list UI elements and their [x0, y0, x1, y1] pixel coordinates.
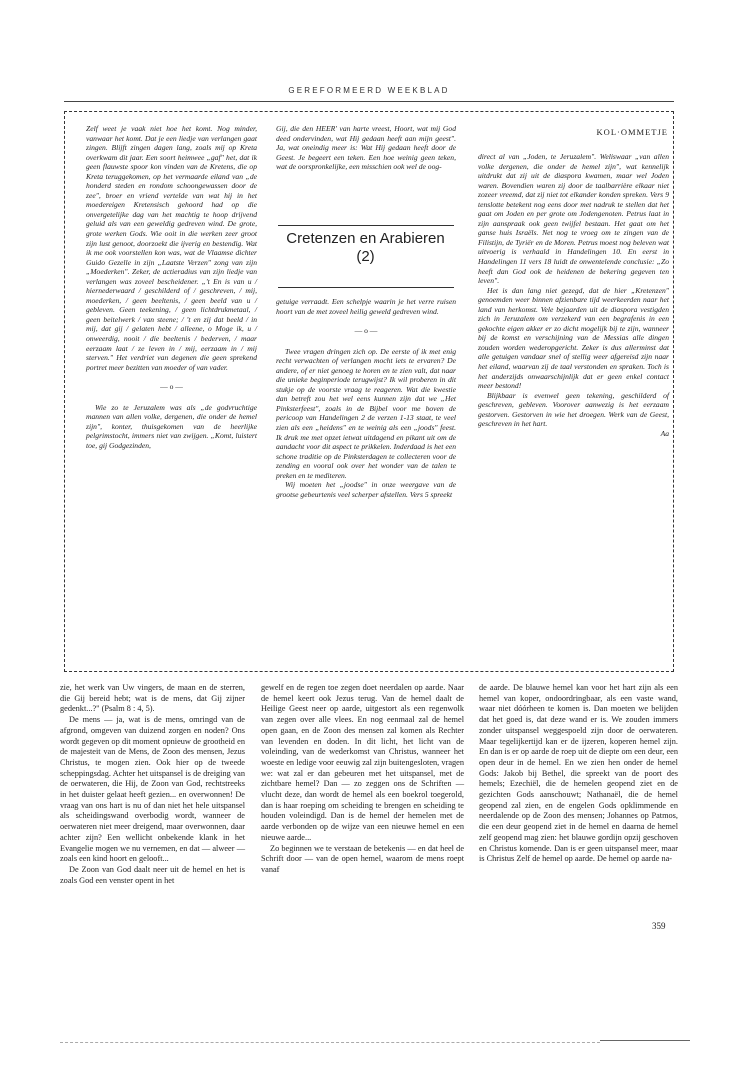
box-column-3: [478, 152, 669, 438]
paragraph: getuige verraadt. Een schelpje waarin je het verre ruisen hoort van de met zoveel heilig geweld gedreven wind.: [276, 297, 456, 316]
paragraph: gewelf en de regen toe zegen doet neerdalen op aarde. Naar de hemel keert ook Jezus terug. Van de hemel daalt de Heilige Geest neer op aarde, uitgestort als een regenwolk van zegen over alle vlees. En nog eenmaal zal de hemel open gaan, en de Zoon des mensen zal komen als Rechter van levenden en doden. In dit licht, het licht van de voleinding, van de wederkomst van Christus, wanneer het woeste en ledige voor eeuwig zal zijn buitengesloten, vragen we: wat zal er dan gebeuren met het uitspansel, met de zichtbare hemel? Dan — zo zeggen ons de Schriften — vlucht deze, dan wordt de hemel als een boekrol toegerold, dan is haar roeping om scheiding te brengen en scheiding te houden voleindigd. Dan is de hemel der hemelen met de aarde verbonden op de wijze van een nieuwe hemel en een nieuwe aarde...: [261, 683, 464, 842]
paragraph: Blijkbaar is evenwel geen tekening, geschilderd of geschreven, gebleven. Voorover aanwezig is het eerzaam gestorven. Gestorven in wie het droegen. Werk van de Geest, geschreven in het hart.: [478, 390, 669, 429]
paragraph: Zelf weet je vaak niet hoe het komt. Nog minder, vanwaar het komt. Dat je een liedje van verlangen gaat zingen. Blijft zingen dagen lang, zoals mij op Kreta overkwam dit jaar. Een soort heimwee „gaf" het, dat ik geen flauwste spoor kon vinden van de Kretens, die op Kreta teruggekomen, op het vermaarde eiland van „de honderd steden en rondom schoongewassen door de zee", broer en vriend vertelde van wat hij in het moedereigen Kretensisch gehoord had op die onvergetelijke dag van het machtig te hoop drijvend geluid als van een geweldig gedreven wind. De grote, grote werken Gods. Wie ooit in die werken zeer groot zijn lust genoot, doorzoekt die ijverig en bestendig. Wat ik me ook voorstellen kon was, wat de Vlaamse dichter Guido Gezelle in zijn „Laatste Verzen" zong van zijn „Moederken". Zeker, de actieradius van zijn liedje van verlangen was zoveel bescheidener. „'t En is van u / hiernederwaard / geschilderd of / geschreven, / mij, moederken, / geen beeltenis, / geen beeld van u / gebleven. Geen teekening, / geen lichtdrukmetaal, / geen beitelwerk / van steene; / 't en zij dat beeld / in mij, dat gij / gelaten hebt / alleene, o Moge ik, u / onweerdig, nooit / die beeltenis / bederven, / maar eerzaam laat / ze leven in / mij, eerzaam in / mij sterven." Het verdriet van degenen die geen sprekend portret meer bezitten van moeder of van vader.: [86, 124, 257, 372]
separator: — o —: [354, 326, 378, 336]
paragraph: de aarde. De blauwe hemel kan voor het hart zijn als een hemel van koper, ondoordringbaar, als een vaste wand, waar niet dóórheen te komen is. Dan moeten we belijden dat het goed is, dat deze wand er is. We zouden immers zonder uitspansel weggespoeld zijn door de oerwateren. Maar tegelijkertijd kan er de ijzeren, koperen hemel zijn. En dan is er op aarde de roep uit de diepte om een deur, een open deur in de hemel. En we zien hen onder de hemel Gods: Jakob bij Bethel, die spreekt van de poort des hemels; Ezechiël, die de hemelen geopend ziet en de gezichten Gods aanschouwt; Nathanaël, die de hemel geopend zal zien, en de engelen Gods opklimmende en neerdalende op de Zoon des mensen; Johannes op Patmos, die een deur geopend ziet in de hemel en daarna de hemel zelf geopend mag zien: het blauwe gordijn opzij geschoven en Christus komende. Dan is er geen uitspansel meer, maar is Christus Zelf de hemel op aarde. De hemel op aarde na-: [479, 683, 678, 864]
title-rule: [278, 287, 454, 288]
paragraph: zie, het werk van Uw vingers, de maan en de sterren, die Gij bereid hebt; wat is de mens, dat Gij zijner gedenkt...?" (Psalm 8 : 4, 5).: [60, 683, 245, 714]
rubric-label: KOL·OMMETJE: [596, 127, 668, 137]
footer-rule: [600, 1040, 690, 1041]
title-rule: [278, 225, 454, 226]
separator: — o —: [160, 382, 183, 392]
lower-column-1: [60, 683, 245, 886]
page-number: 359: [652, 921, 666, 931]
paragraph: Gij, die den HEER' van harte vreest, Hoort, wat mij God deed ondervinden, wat Hij gedaan heeft aan mijn geest". Ja, wat oneindig meer is: Wat Hij gedaan heeft door de Geest. Je begeert een teken. Een hoe weinig geen teken, wat de oorspronkelijke, een misschien ook wel de oog-: [276, 124, 456, 172]
lower-column-3: [479, 683, 678, 865]
paragraph: Zo beginnen we te verstaan de betekenis — en dat heel de Schrift door — van de open hemel, waarom de mens roept vanaf: [261, 843, 464, 874]
paragraph: De mens — ja, wat is de mens, omringd van de afgrond, omgeven van duizend zorgen en noden? Ons wordt gegeven op dit moment opnieuw de grootheid en de majesteit van de Mens, de Zoon des mensen, Jezus Christus, te mogen zien. Ook hier op de tweede scheppingsdag. Achter het uitspansel is de dreiging van de oerwateren, die Hij, de Zoon van God, rechtstreeks in het duister gelaat heeft gezien... en overwonnen! De vraag van ons hart is nu of dan niet het hele uitspansel als scheidingswand overbodig wordt, wanneer de oerwateren niet meer dreigend, maar overwonnen, daar achter zijn? Een wellicht onbekende klank in het Evangelie mogen we nu vernemen, en dat — alweer — zoals een kind hoort en gelooft...: [60, 715, 245, 864]
footer-rule: [60, 1042, 600, 1043]
box-column-2-bottom: [276, 297, 456, 499]
signature: Aa: [660, 428, 669, 438]
box-column-1: [86, 124, 257, 451]
paragraph: direct al van „Joden, te Jeruzalem". Weliswaar „van allen volke dergenen, die onder de hemel zijn", wat kennelijk uitdrukt dat zij uit de diaspora kwamen, maar wel Joden waren. Bovendien waren zij door de taalbarrière elkaar niet zozeer vreemd, dat zij niet tot elkander konden spreken. Vers 9 tenslotte betekent nog eens door met nadruk te stellen dat het gaat om Joden en per grote om Jodengenoten. Petrus laat in zijn aanspraak ook geen twijfel bestaan. Het gaat om het ganse huis Israëls. Net nog te vroeg om te zingen van de Filistijn, de Tyriër en de Moren. Petrus moest nog beleven wat uitvoerig is verhaald in Handelingen 10. En eerst in Handelingen 11 vers 18 luidt de onwentelende conclusie: „Zo heeft dan God ook de heidenen de bekering gegeven ten leven".: [478, 152, 669, 286]
article-title: [274, 230, 457, 280]
lower-column-2: [261, 683, 464, 876]
paragraph: Wie zo te Jeruzalem was als „de godvruchtige mannen van allen volke, dergenen, die onder de hemel zijn", konter, thuisgekomen van de heerlijke pelgrimstocht, immers niet van zwijgen. „Komt, luistert toe, gij Godgezinden,: [86, 402, 257, 450]
paragraph: Twee vragen dringen zich op. De eerste of ik met enig recht verwachten of verlangen mocht iets te ervaren? De andere, of er niet genoeg te horen en te zien valt, dat naar die unieke beginperiode terugwijst? Ik wil proberen in dit stukje op de voorste vraag te reageren. Wat die kwestie dan betreft zou het wel eens kunnen zijn dat we „Het Pinksterfeest", zoals in de Bijbel voor me boven de pericoop van Handelingen 2 de verzen 1-13 staat, te veel zien als een „heidens" en te weinig als een „joods" feest. Ik druk me met opzet ietwat uitdagend en pikant uit om de aandacht voor dit aspect te prikkelen. Inderdaad is het een schone traditie op de Pinksterdagen te collecteren voor de zending en vooral ook over het wonder van de talen te preken en te mediteren.: [276, 346, 456, 480]
paragraph: Het is dan lang niet gezegd, dat de hier „Kretenzen" genoemden weer binnen afzienbare tijd weerkeerden naar het land van herkomst. Vele bejaarden uit de diaspora vestigden zich in Jeruzalem om verzekerd van een begrafenis in een gekochte eigen akker er zo dicht mogelijk bij te zijn, wanneer bij de komst en verschijning van de Messias alle dingen zouden worden wederopgericht. Zeker is dus allerminst dat alle getuigen vandaar snel of stellig weer afgereisd zijn naar het eiland, waarvan zij de taal verstonden en spraken. Toch is het anderzijds onwaarschijnlijk dat er geen enkel contact meer bestond!: [478, 285, 669, 391]
running-header: GEREFORMEERD WEEKBLAD: [288, 86, 450, 95]
header-rule: [64, 101, 674, 102]
box-column-2-top: [276, 124, 456, 172]
paragraph: De Zoon van God daalt neer uit de hemel en het is zoals God een venster opent in het: [60, 864, 245, 885]
paragraph: Wij moeten het „joodse" in onze weergave van de grootse gebeurtenis veel scherper afstellen. Vers 5 spreekt: [276, 480, 456, 499]
title-line: (2): [356, 248, 375, 265]
title-line: Cretenzen en Arabieren: [286, 230, 445, 247]
